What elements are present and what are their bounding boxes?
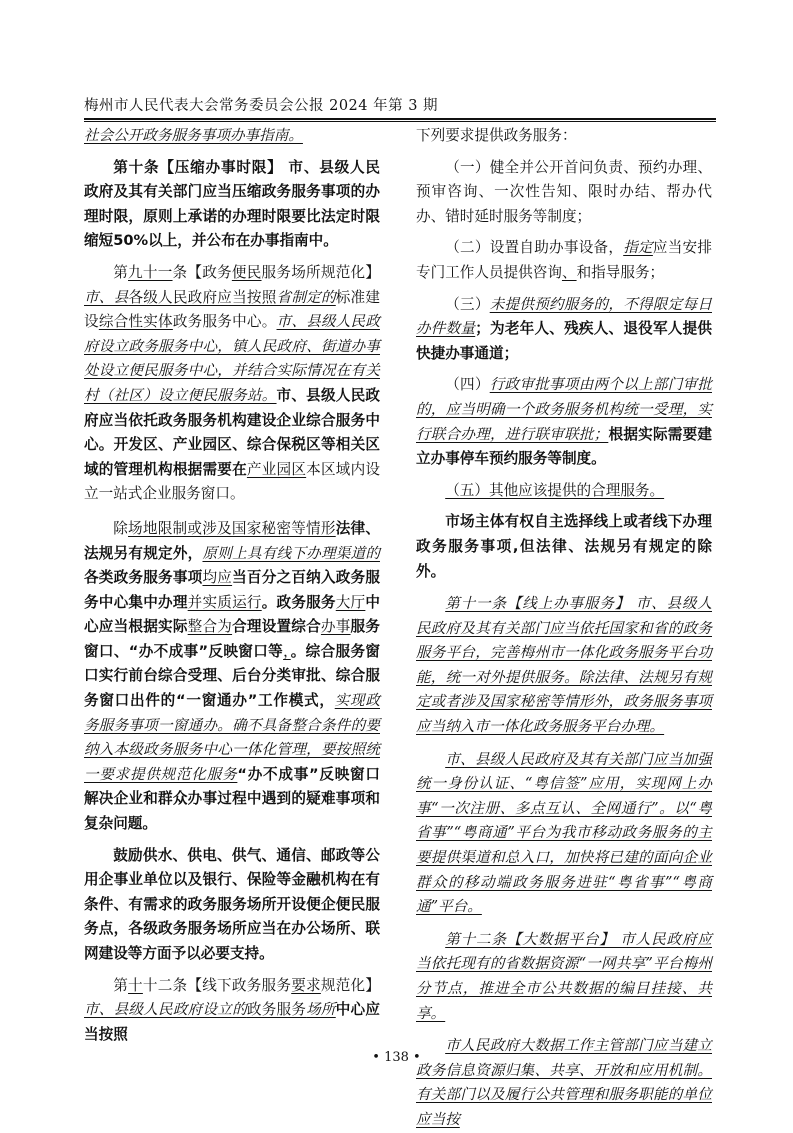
paragraph-centralized-handling: 除场地限制或涉及国家秘密等情形法律、法规另有规定外，原则上具有线下办理渠道的各类政务服务事项均应当百分之百纳入政务服务中心集中办理并实质运行。政务服务大厅中心应当根据实际整合为合理设置综合办事服务窗口、“办不成事”反映窗口等，。综合服务窗口实行前台综合受理、后台分类审批、综合服务窗口出件的“一窗通办”工作模式，实现政务服务事项一窗通办。确不具备整合条件的要纳入本级政务服务中心一体化管理，要按照统一要求提供规范化服务“办不成事”反映窗口解决企业和群众办事过程中遇到的疑难事项和复杂问题。 bbox=[84, 519, 380, 833]
article-11-service-venues: 第九十一条【政务便民服务场所规范化】市、县各级人民政府应当按照省制定的标准建设综合性实体政务服务中心。市、县级人民政府设立政务服务中心，镇人民政府、街道办事处设立便民服务中心，并结合实际情况在有关村（社区）设立便民服务站。市、县级人民政府应当依托政务服务机构建设企业综合服务中心。开发区、产业园区、综合保税区等相关区域的管理机构根据需要在产业园区本区域内设立一站式企业服务窗口。 bbox=[84, 263, 380, 503]
article-11-online-services: 第十一条【线上办事服务】 市、县级人民政府及其有关部门应当依托国家和省的政务服务平台，完善梅州市一体化政务服务平台功能，统一对外提供服务。除法律、法规另有规定或者涉及国家秘密等情形外，政务服务事项应当纳入市一体化政务服务平台办理。 bbox=[416, 595, 712, 736]
list-item-5: （五）其他应该提供的合理服务。 bbox=[445, 481, 665, 499]
paragraph-market-choice: 市场主体有权自主选择线上或者线下办理政务服务事项,但法律、法规另有规定的除外。 bbox=[416, 513, 712, 580]
article-12-big-data-platform: 第十二条【大数据平台】 市人民政府应当依托现有的省数据资源“一网共享”平台梅州分节点，推进全市公共数据的编目挂接、共享。 bbox=[416, 930, 712, 1022]
left-column bbox=[84, 124, 380, 1047]
article-12-offline-services: 第十十二条【线下政务服务要求规范化】市、县级人民政府设立的政务服务场所中心应当按照 bbox=[84, 976, 380, 1043]
right-column bbox=[416, 124, 712, 1133]
header-rule-thin bbox=[84, 121, 716, 122]
page-number: • 138 • bbox=[372, 1050, 421, 1065]
paragraph-identity-authentication: 市、县级人民政府及其有关部门应当加强统一身份认证、“粤信签”应用，实现网上办事“一次注册、多点互认、全网通行”。以“粤省事”“粤商通”平台为我市移动政务服务的主要提供渠道和总入口，加快将已建的面向企业群众的移动端政务服务进驻“粤省事”“粤商通”平台。 bbox=[416, 750, 712, 916]
list-item-2: （二）设置自助办事设备，指定应当安排专门工作人员提供咨询、和指导服务； bbox=[416, 239, 712, 281]
paragraph-public-utilities: 鼓励供水、供电、供气、通信、邮政等公用企事业单位以及银行、保险等金融机构在有条件、有需求的政务服务场所开设便企便民服务点，各级政务服务场所应当在办公场所、联网建设等方面予以必要支持。 bbox=[84, 846, 380, 962]
list-item-1: （一）健全并公开首问负责、预约办理、预审咨询、一次性告知、限时办结、帮办代办、错时延时服务等制度； bbox=[416, 158, 712, 225]
paragraph-data-resources: 市人民政府大数据工作主管部门应当建立政务信息资源归集、共享、开放和应用机制。有关部门以及履行公共管理和服务职能的单位应当按 bbox=[416, 1037, 712, 1128]
paragraph-continuation-right: 下列要求提供政务服务： bbox=[416, 127, 577, 144]
list-item-3: （三）未提供预约服务的，不得限定每日办件数量；为老年人、残疾人、退役军人提供快捷办事通道； bbox=[416, 295, 712, 362]
paragraph-continuation: 社会公开政务服务事项办事指南。 bbox=[84, 127, 303, 144]
header-rule bbox=[84, 118, 716, 120]
article-10: 第十条【压缩办事时限】 市、县级人民政府及其有关部门应当压缩政务服务事项的办理时限，原则上承诺的办理时限要比法定时限缩短50%以上，并公布在办事指南中。 bbox=[84, 158, 380, 250]
list-item-4: （四）行政审批事项由两个以上部门审批的，应当明确一个政务服务机构统一受理，实行联合办理，进行联审联批；根据实际需要建立办事停车预约服务等制度。 bbox=[416, 376, 712, 468]
running-header: 梅州市人民代表大会常务委员会公报 2024 年第 3 期 bbox=[84, 98, 439, 114]
